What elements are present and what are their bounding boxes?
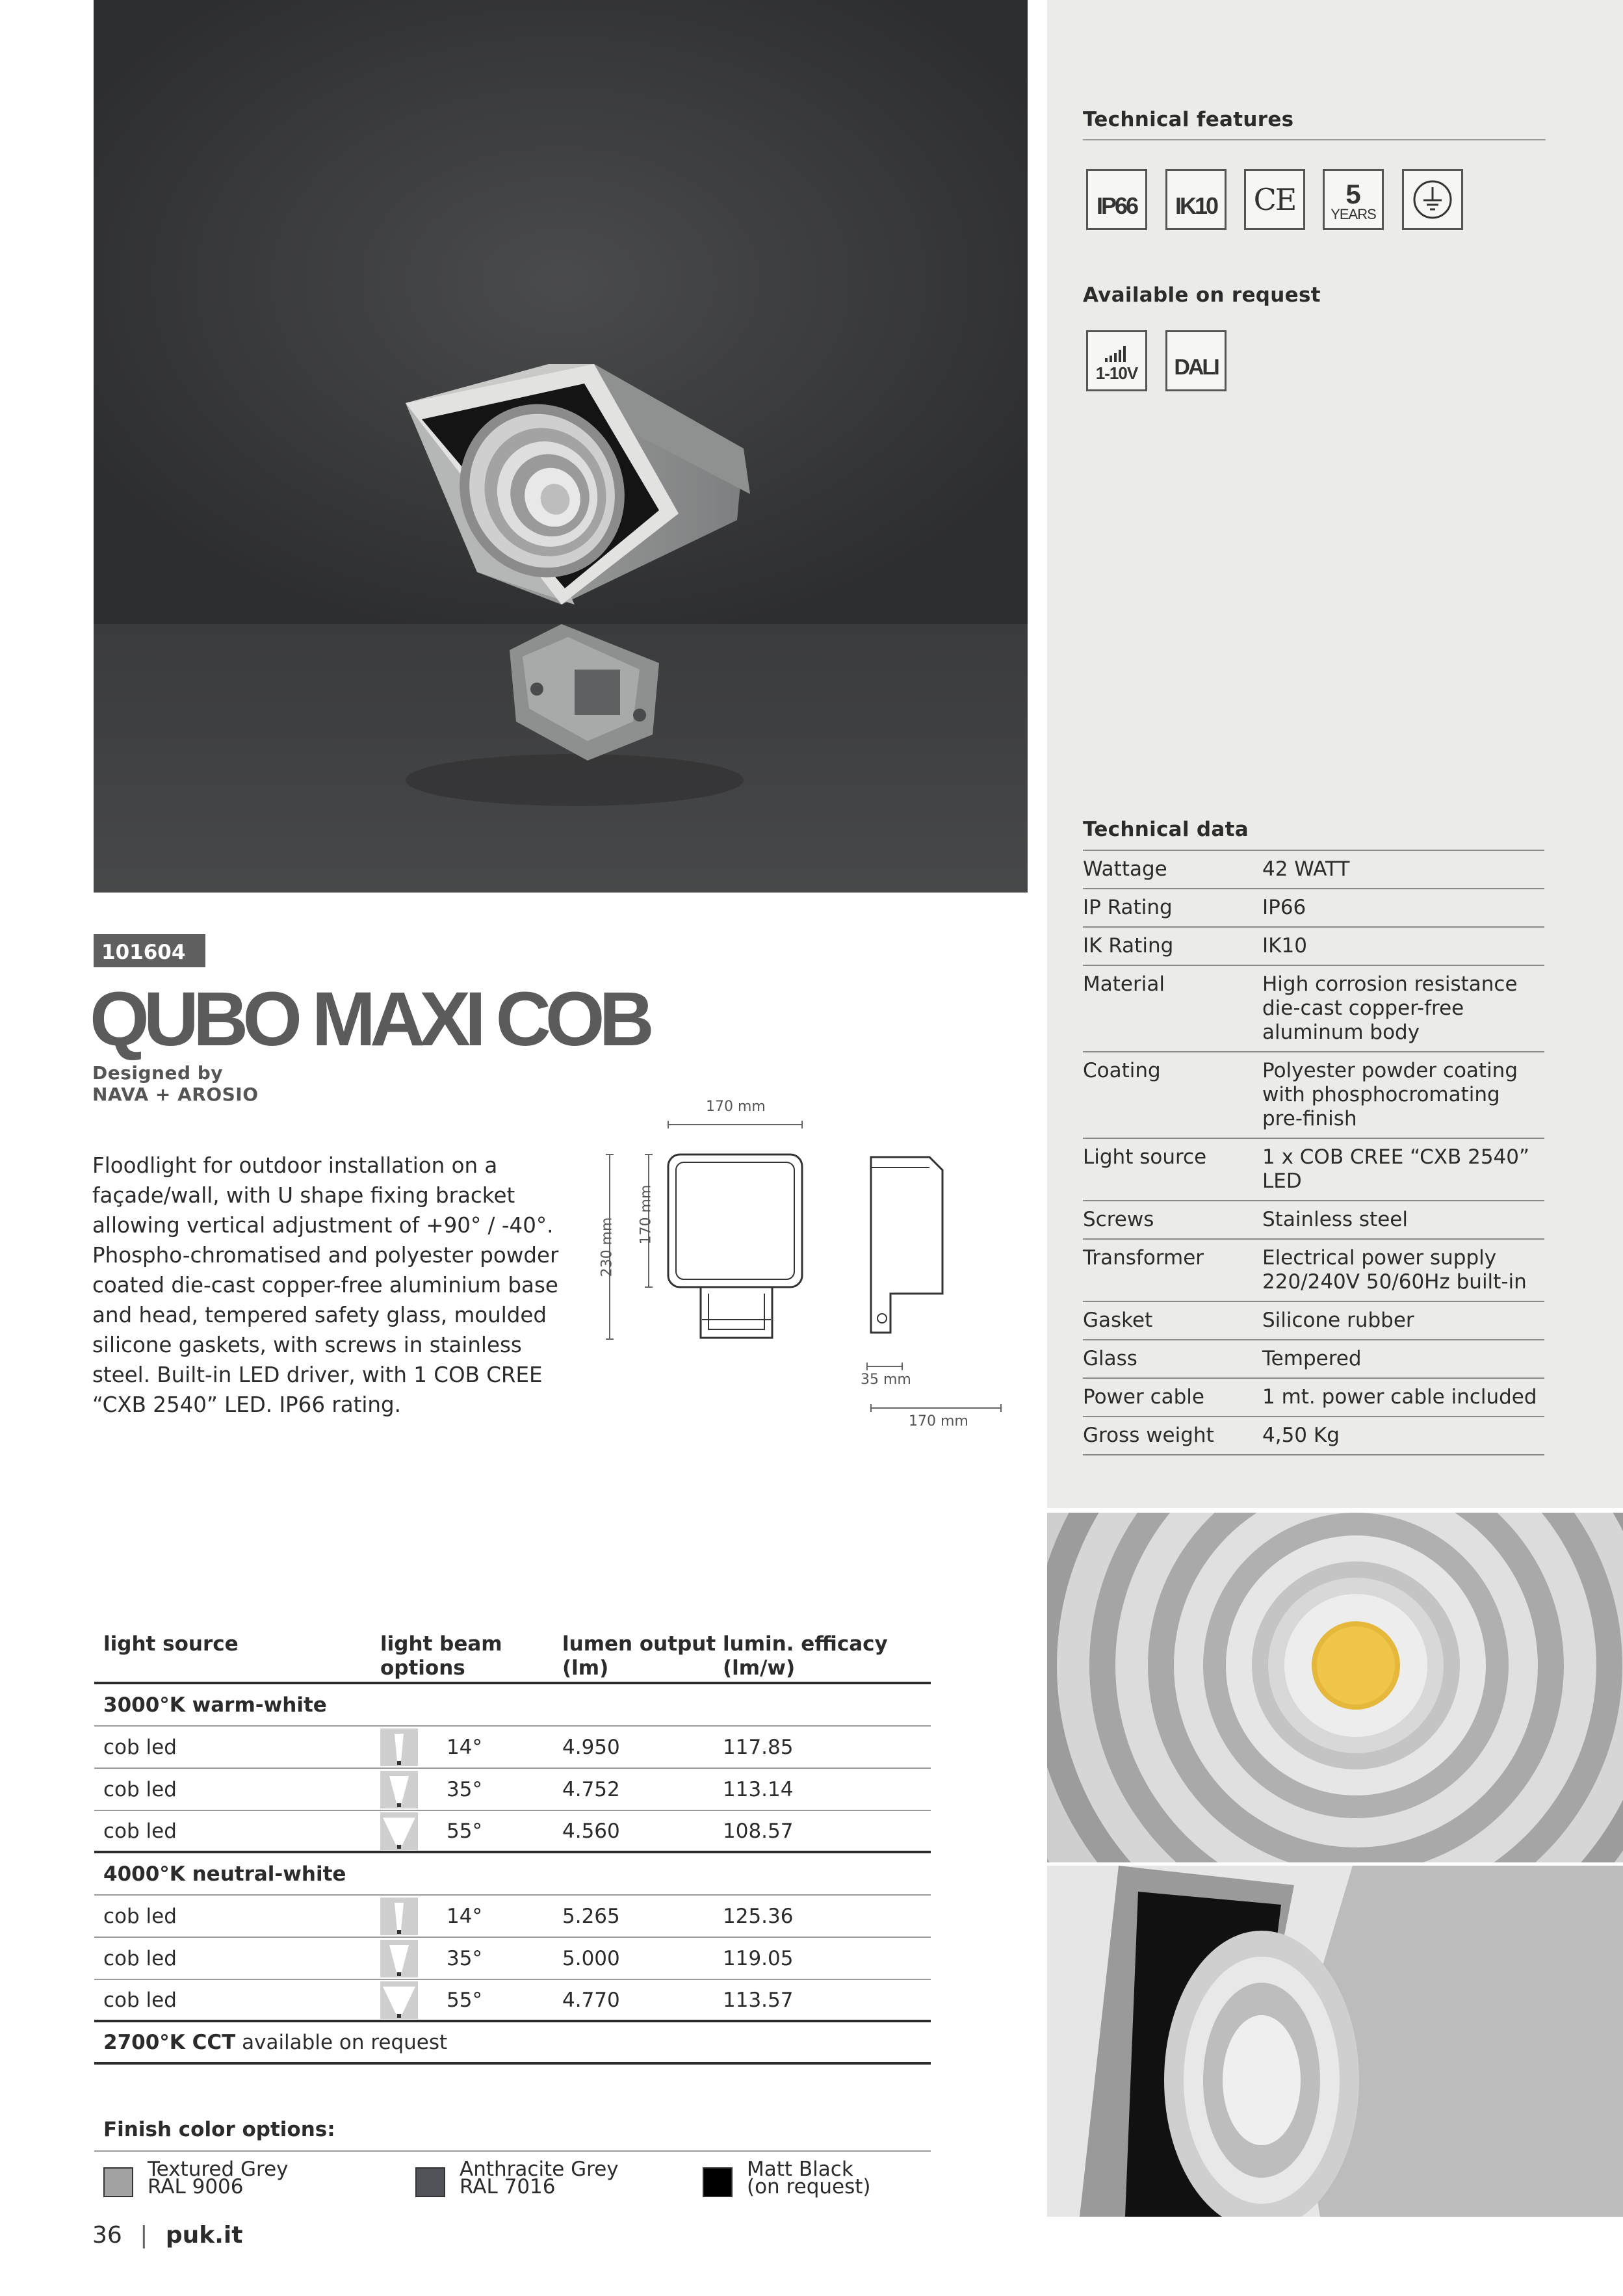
tech-data-row	[1083, 965, 1544, 1051]
beam-angle-icon	[380, 1940, 418, 1977]
tech-data-value: IP66	[1262, 896, 1306, 919]
warranty-icon: 5 YEARS	[1323, 169, 1384, 230]
tech-data-value: Silicone rubber	[1262, 1309, 1414, 1332]
swatch-anthracite-grey	[415, 2167, 445, 2197]
cell-light-source: cob led	[103, 1819, 177, 1843]
beam-angle-value: 55°	[447, 1819, 482, 1843]
detail-photo-head	[1047, 1866, 1623, 2217]
beam-angle-icon	[380, 1898, 418, 1935]
cell-light-source: cob led	[103, 1988, 177, 2012]
tech-data-key: Material	[1083, 972, 1165, 996]
lumen-group-title: 3000°K warm-white	[94, 1684, 931, 1727]
tech-data-value: 42 WATT	[1262, 857, 1350, 881]
tech-data-row	[1083, 1416, 1544, 1455]
tech-data-row	[1083, 850, 1544, 888]
beam-angle-value: 55°	[447, 1988, 482, 2012]
finish-title: Finish color options:	[103, 2118, 335, 2141]
lumen-row	[94, 1980, 931, 2022]
page-footer	[92, 2222, 242, 2249]
cell-efficacy: 117.85	[723, 1735, 794, 1759]
designer-name: NAVA + AROSIO	[92, 1084, 259, 1105]
led-closeup-illustration	[1047, 1513, 1623, 1862]
tech-data-key: IP Rating	[1083, 896, 1173, 919]
tech-data-row	[1083, 1339, 1544, 1377]
beam-angle-icon	[380, 1812, 418, 1850]
beam-angle-value: 35°	[447, 1946, 482, 1970]
tech-data-key: IK Rating	[1083, 934, 1174, 958]
cct-note-row	[94, 2022, 931, 2065]
tech-data-value: High corrosion resistance die-cast copper-free aluminum body	[1262, 972, 1518, 1044]
footer-separator: |	[140, 2222, 148, 2249]
tech-data-row	[1083, 926, 1544, 965]
finish-options	[94, 2118, 931, 2198]
cell-beam	[380, 1771, 562, 1808]
beam-angle-icon	[380, 1981, 418, 2019]
lumen-row	[94, 1727, 931, 1769]
cell-beam	[380, 1981, 562, 2019]
finish-textured-grey: Textured Grey RAL 9006	[148, 2158, 289, 2198]
technical-data-title: Technical data	[1083, 818, 1249, 841]
lumen-group-title: 4000°K neutral-white	[94, 1853, 931, 1896]
cell-light-source: cob led	[103, 1735, 177, 1759]
col-header-lumen: lumen output (lm)	[562, 1632, 716, 1680]
product-title: QUBO MAXI COB	[90, 976, 649, 1062]
ik10-icon: IK10	[1165, 169, 1227, 230]
dim-front-height-head: 170 mm	[638, 1184, 655, 1245]
tech-data-value: 1 x COB CREE “CXB 2540” LED	[1262, 1145, 1530, 1193]
tech-data-key: Gross weight	[1083, 1424, 1214, 1447]
tech-data-value: 1 mt. power cable included	[1262, 1385, 1537, 1409]
dali-icon: DALI	[1165, 330, 1227, 391]
cell-efficacy: 119.05	[723, 1946, 794, 1970]
tech-data-row	[1083, 1138, 1544, 1200]
cell-beam	[380, 1940, 562, 1977]
cell-lumen: 5.265	[562, 1904, 620, 1928]
tech-data-key: Coating	[1083, 1059, 1161, 1082]
col-header-efficacy: lumin. efficacy (lm/w)	[723, 1632, 888, 1680]
designed-by-label: Designed by	[92, 1062, 224, 1084]
tech-data-value: Polyester powder coating with phosphocromating pre-finish	[1262, 1059, 1518, 1130]
cell-beam	[380, 1898, 562, 1935]
col-header-beam: light beam options	[380, 1632, 502, 1680]
cct-note-text: available on request	[235, 2030, 448, 2054]
ce-mark-icon: CE	[1244, 169, 1305, 230]
dim-side-bracket: 35 mm	[861, 1372, 911, 1388]
technical-drawing	[585, 1099, 1027, 1437]
cell-beam	[380, 1812, 562, 1850]
lumen-table	[94, 1628, 931, 2065]
beam-angle-value: 14°	[447, 1735, 482, 1759]
lumen-row	[94, 1938, 931, 1980]
cell-lumen: 4.752	[562, 1777, 620, 1801]
ground-symbol-icon	[1411, 178, 1454, 221]
divider	[94, 2150, 931, 2152]
cell-light-source: cob led	[103, 1777, 177, 1801]
signal-bars-icon	[1104, 344, 1130, 363]
tech-data-value: Stainless steel	[1262, 1208, 1408, 1231]
floodlight-illustration	[94, 0, 1028, 893]
tech-data-row	[1083, 1301, 1544, 1339]
tech-data-value: Tempered	[1262, 1347, 1362, 1370]
tech-data-key: Transformer	[1083, 1246, 1204, 1270]
cell-lumen: 4.950	[562, 1735, 620, 1759]
dim-side-width: 170 mm	[909, 1413, 968, 1429]
tech-data-value: IK10	[1262, 934, 1307, 958]
footer-website: puk.it	[165, 2222, 243, 2249]
hero-product-photo	[94, 0, 1028, 893]
beam-angle-icon	[380, 1771, 418, 1808]
ip66-icon: IP66	[1086, 169, 1147, 230]
tech-data-key: Gasket	[1083, 1309, 1153, 1332]
cell-efficacy: 113.57	[723, 1988, 794, 2012]
tech-data-row	[1083, 1238, 1544, 1301]
page-number: 36	[92, 2222, 122, 2249]
cell-lumen: 4.560	[562, 1819, 620, 1843]
tech-data-row	[1083, 1200, 1544, 1238]
swatch-matt-black	[703, 2167, 733, 2197]
col-header-light-source: light source	[103, 1632, 239, 1656]
tech-data-row	[1083, 888, 1544, 926]
finish-matt-black: Matt Black (on request)	[747, 2158, 871, 2198]
tech-data-key: Glass	[1083, 1347, 1137, 1370]
lumen-row	[94, 1811, 931, 1853]
available-on-request-title: Available on request	[1083, 283, 1321, 307]
beam-angle-value: 14°	[447, 1904, 482, 1928]
cell-light-source: cob led	[103, 1946, 177, 1970]
lumen-table-header	[94, 1628, 931, 1684]
floodlight-head-illustration	[1047, 1866, 1623, 2217]
cell-light-source: cob led	[103, 1904, 177, 1928]
lumen-row	[94, 1769, 931, 1811]
cell-efficacy: 113.14	[723, 1777, 794, 1801]
cell-beam	[380, 1729, 562, 1766]
dimming-1-10v-icon: 1-10V	[1086, 330, 1147, 391]
beam-angle-icon	[380, 1729, 418, 1766]
cell-lumen: 5.000	[562, 1946, 620, 1970]
product-description: Floodlight for outdoor installation on a façade/wall, with U shape fixing bracket allowing vertical adjustment of +90° / -40°. Phospho-chromatised and polyester powder coated die-cast copper-free aluminium base and head, tempered safety glass, moulded silicone gaskets, with screws in stainless steel. Built-in LED driver, with 1 COB CREE “CXB 2540” LED. IP66 rating.	[92, 1153, 559, 1417]
lumen-row	[94, 1896, 931, 1938]
cell-lumen: 4.770	[562, 1988, 620, 2012]
cell-efficacy: 108.57	[723, 1819, 794, 1843]
tech-data-key: Power cable	[1083, 1385, 1204, 1409]
dim-front-width: 170 mm	[706, 1099, 766, 1115]
beam-angle-value: 35°	[447, 1777, 482, 1801]
dim-front-height-total: 230 mm	[599, 1217, 616, 1277]
dimension-drawings	[585, 1099, 1027, 1437]
tech-data-value: Electrical power supply 220/240V 50/60Hz built-in	[1262, 1246, 1527, 1294]
earth-ground-icon	[1402, 169, 1463, 230]
finish-anthracite-grey: Anthracite Grey RAL 7016	[460, 2158, 619, 2198]
detail-photo-led	[1047, 1513, 1623, 1862]
tech-data-key: Screws	[1083, 1208, 1154, 1231]
swatch-textured-grey	[103, 2167, 133, 2197]
product-code-badge: 101604	[94, 934, 205, 967]
cct-note-bold: 2700°K CCT	[103, 2030, 236, 2054]
tech-data-key: Light source	[1083, 1145, 1207, 1169]
divider	[1083, 139, 1546, 140]
tech-data-key: Wattage	[1083, 857, 1167, 881]
technical-data-table	[1083, 850, 1544, 1455]
tech-data-value: 4,50 Kg	[1262, 1424, 1340, 1447]
tech-data-row	[1083, 1377, 1544, 1416]
cell-efficacy: 125.36	[723, 1904, 794, 1928]
technical-features-title: Technical features	[1083, 108, 1294, 131]
tech-data-row	[1083, 1051, 1544, 1138]
lumen-table-body	[94, 1684, 931, 2022]
